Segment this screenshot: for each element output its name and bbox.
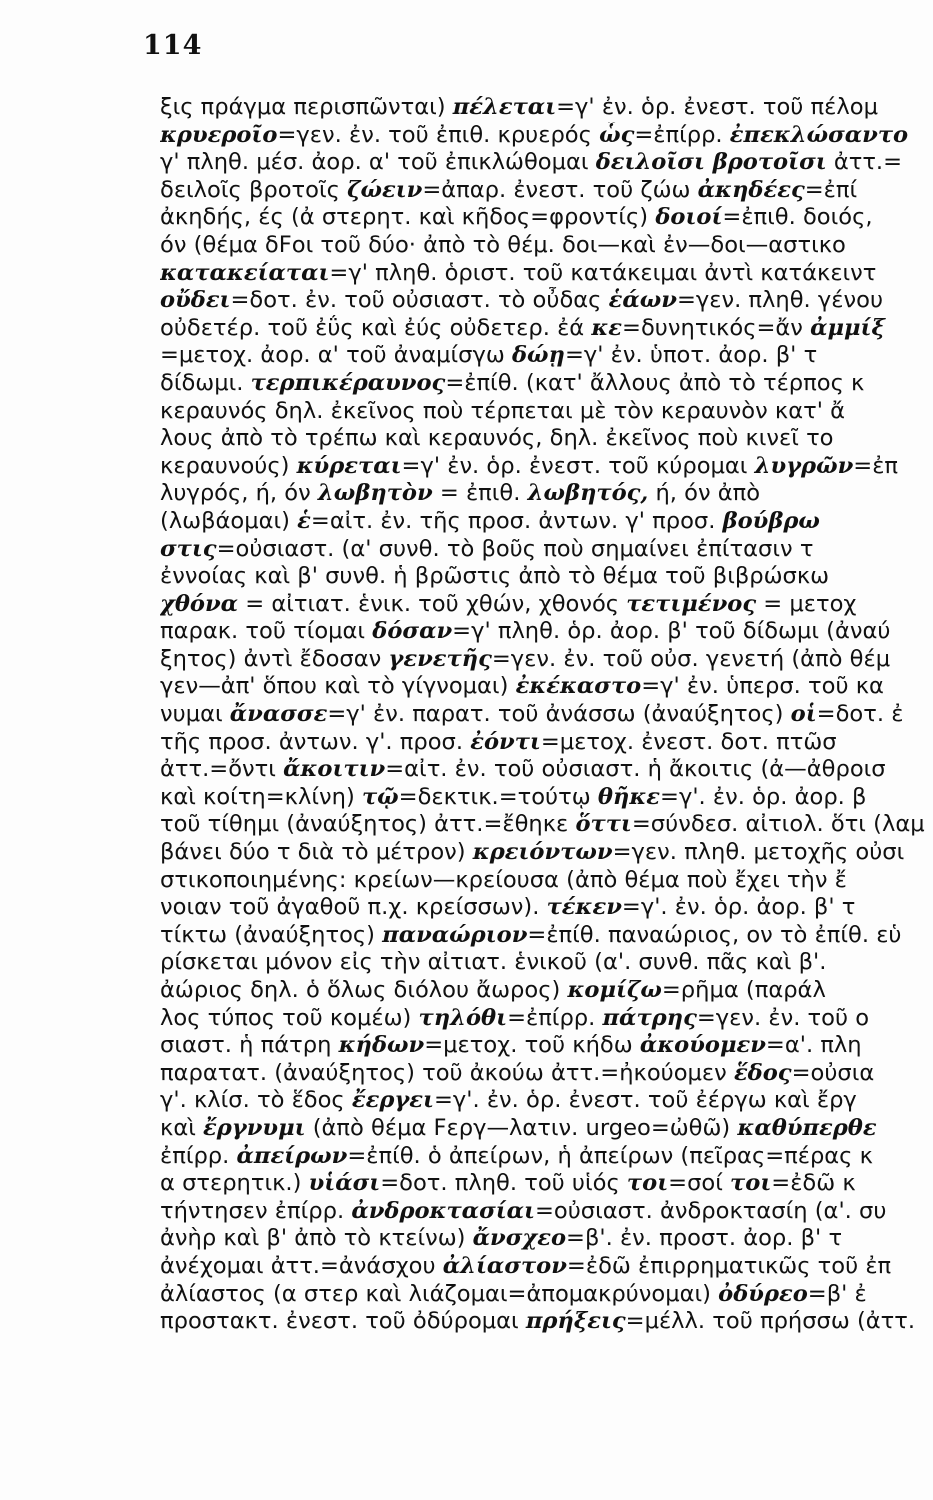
gloss-text: =μετοχ. ἀορ. α' τοῦ ἀναμίσγω xyxy=(160,342,512,369)
text-line xyxy=(160,398,933,426)
headword: λυγρῶν xyxy=(754,452,854,479)
text-line xyxy=(160,177,933,205)
text-line xyxy=(160,480,933,508)
text-line xyxy=(160,1005,933,1033)
text-line xyxy=(160,1198,933,1226)
headword: τοι xyxy=(730,1170,772,1197)
gloss-text: =οὐσιαστ. (α' συνθ. τὸ βοῦς ποὺ σημαίνει ἐπίτασιν τ xyxy=(216,535,814,562)
text-line xyxy=(160,646,933,674)
text-line xyxy=(160,673,933,701)
gloss-text: καὶ κοίτη=κλίνη) xyxy=(160,783,362,810)
gloss-text: =ἐδῶ ἐπιρρηματικῶς τοῦ ἐπ xyxy=(566,1252,892,1279)
gloss-text: =α'. πλη xyxy=(765,1032,862,1059)
gloss-text: α στερητικ.) xyxy=(160,1170,309,1197)
text-line xyxy=(160,287,933,315)
gloss-text: παρακ. τοῦ τίομαι xyxy=(160,618,373,645)
gloss-text: =γεν. ἐν. τοῦ ἐπιθ. κρυερός xyxy=(277,121,600,148)
gloss-text: =αἰτ. ἐν. τοῦ οὐσιαστ. ἡ ἄκοιτις (ἀ—ἀθροισ xyxy=(385,756,886,783)
text-line xyxy=(160,839,933,867)
gloss-text: =γεν. ἐν. τοῦ ο xyxy=(696,1004,870,1031)
headword: πέλεται xyxy=(452,94,557,120)
text-line xyxy=(160,425,933,453)
gloss-text: λυγρός, ή, όν xyxy=(160,480,318,507)
headword: κρυεροῖο xyxy=(160,121,278,148)
gloss-text: =γ'. ἐν. ὁρ. ἐνεστ. τοῦ ἐέργω καὶ ἔργ xyxy=(433,1087,857,1114)
gloss-text: ἀνὴρ καὶ β' ἀπὸ τὸ κτείνω) xyxy=(160,1225,473,1252)
text-line xyxy=(160,977,933,1005)
gloss-text: τίκτω (ἀναύξητος) xyxy=(160,921,383,948)
gloss-text: =β' ἐ xyxy=(807,1280,867,1307)
headword: θῆκε xyxy=(597,783,661,810)
page-number: 114 xyxy=(143,30,203,61)
gloss-text: =δυνητικός=ἄν xyxy=(622,314,811,341)
headword: κρειόντων xyxy=(472,839,613,866)
headword: ἐπεκλώσαντο xyxy=(729,121,909,148)
gloss-text: =σύνδεσ. αἰτιολ. ὅτι (λαμ xyxy=(631,811,925,838)
headword: τέκεν xyxy=(546,894,622,921)
text-line xyxy=(160,370,933,398)
headword: πρήξεις xyxy=(525,1308,626,1335)
headword: πάτρης xyxy=(602,1004,697,1031)
gloss-text: =μετοχ. τοῦ κήδω xyxy=(424,1032,640,1059)
gloss-text: ἐπίρρ. xyxy=(160,1142,237,1169)
headword: ἐόντι xyxy=(470,728,541,755)
gloss-text: (λωβάομαι) xyxy=(160,507,298,534)
text-line xyxy=(160,563,933,591)
text-line xyxy=(160,729,933,757)
text-line xyxy=(160,1143,933,1171)
gloss-text: = ἐπιθ. xyxy=(432,480,528,507)
text-line xyxy=(160,591,933,619)
headword: ἕδος xyxy=(733,1059,792,1086)
gloss-text: =γ' πληθ. ὁριστ. τοῦ κατάκειμαι ἀντὶ κατάκειντ xyxy=(329,259,877,286)
gloss-text: =γ' ἐν. ὑποτ. ἀορ. β' τ xyxy=(564,342,818,369)
headword: οὔδει xyxy=(160,287,231,314)
gloss-text: =ἐπίθ. παναώριος, ον τὸ ἐπίθ. εὑ xyxy=(527,921,902,948)
gloss-text: ξητος) ἀντὶ ἔδοσαν xyxy=(160,645,389,672)
gloss-text: (ἀπὸ θέμα Fεργ—λατιν. urgeo=ὠθῶ) xyxy=(305,1114,738,1141)
gloss-text: =γ' ἐν. ὁρ. ἐνεστ. τοῦ πέλομ xyxy=(556,94,878,120)
gloss-text: = μετοχ xyxy=(756,590,857,617)
gloss-text: =δοτ. ἐν. τοῦ οὐσιαστ. τὸ οὖδας xyxy=(230,287,609,314)
gloss-text: =γ' ἐν. ὁρ. ἐνεστ. τοῦ κύρομαι xyxy=(401,452,755,479)
text-line xyxy=(160,1281,933,1309)
gloss-text: προστακτ. ἐνεστ. τοῦ ὀδύρομαι xyxy=(160,1308,526,1335)
headword: ὀδύρεο xyxy=(718,1280,808,1307)
headword: ἀνδροκτασίαι xyxy=(351,1197,535,1224)
gloss-text: =γ' πληθ. ὁρ. ἀορ. β' τοῦ δίδωμι (ἀναύ xyxy=(452,618,891,645)
text-line xyxy=(160,342,933,370)
headword: ἄνασσε xyxy=(229,701,328,728)
gloss-text: =σοί xyxy=(668,1170,731,1197)
headword: παναώριον xyxy=(382,921,528,948)
headword: ἀκηδέες xyxy=(697,176,805,203)
headword: γενετῆς xyxy=(388,645,492,672)
headword: δοιοί xyxy=(655,204,723,231)
gloss-text: =αἰτ. ἐν. τῆς προσ. ἀντων. γ' προσ. xyxy=(310,507,723,534)
headword: ἀμμίξ xyxy=(810,314,885,341)
gloss-text: καὶ xyxy=(160,1114,204,1141)
gloss-text: γ' πληθ. μέσ. ἀορ. α' τοῦ ἐπικλώθομαι xyxy=(160,149,596,176)
text-line xyxy=(160,894,933,922)
gloss-text: =γεν. ἐν. τοῦ οὐσ. γενετή (ἀπὸ θέμ xyxy=(491,645,891,672)
text-line xyxy=(160,1308,933,1336)
gloss-text: τήντησεν ἐπίρρ. xyxy=(160,1197,352,1224)
gloss-text: ἀλίαστος (α στερ καὶ λιάζομαι=ἀπομακρύνομαι) xyxy=(160,1280,719,1307)
text-line xyxy=(160,811,933,839)
gloss-text: στικοποιημένης: κρείων—κρείουσα (ἀπὸ θέμα ποὺ ἔχει τὴν ἔ xyxy=(160,866,847,893)
gloss-text: κεραυνός δηλ. ἐκεῖνος ποὺ τέρπεται μὲ τὸν κεραυνὸν κατ' ἄ xyxy=(160,397,846,424)
headword: τερπικέραυνος xyxy=(250,369,446,396)
headword: κομίζω xyxy=(567,977,662,1003)
gloss-text: =μέλλ. τοῦ πρήσσω (ἀττ. xyxy=(625,1308,916,1335)
gloss-text: = αἰτιατ. ἑνικ. τοῦ χθών, χθονός xyxy=(238,590,627,617)
text-line xyxy=(160,618,933,646)
headword: λωβητός, xyxy=(527,480,649,507)
text-line xyxy=(160,949,933,977)
headword: ἐκέκαστο xyxy=(515,673,642,700)
text-line xyxy=(160,149,933,177)
headword: ὅττι xyxy=(575,811,632,838)
headword: ὧς xyxy=(599,121,635,148)
gloss-text: =οὐσιαστ. ἀνδροκτασίη (α'. συ xyxy=(534,1197,887,1224)
headword: ἀπείρων xyxy=(236,1142,348,1169)
text-line xyxy=(160,204,933,232)
headword: λωβητὸν xyxy=(317,480,433,507)
gloss-text: =γ' ἐν. ὑπερσ. τοῦ κα xyxy=(641,673,884,700)
headword: ἔργνυμι xyxy=(203,1114,306,1141)
glossary-text-block xyxy=(160,94,933,1336)
gloss-text: παρατατ. (ἀναύξητος) τοῦ ἀκούω ἀττ.=ἠκούομεν xyxy=(160,1059,734,1086)
headword: βούβρω xyxy=(722,507,820,534)
gloss-text: ἐννοίας καὶ β' συνθ. ἡ βρῶστις ἀπὸ τὸ θέμα τοῦ βιβρώσκω xyxy=(160,563,830,590)
gloss-text: =γ'. ἐν. ὁρ. ἀορ. β' τ xyxy=(621,894,856,921)
headword: ἑ xyxy=(297,507,311,534)
gloss-text: οὐδετέρ. τοῦ ἐΰς καὶ ἐύς οὐδετερ. ἐά xyxy=(160,314,592,341)
text-line xyxy=(160,453,933,481)
gloss-text: τοῦ τίθημι (ἀναύξητος) ἀττ.=ἔθηκε xyxy=(160,811,576,838)
text-line xyxy=(160,232,933,260)
headword: ἀκούομεν xyxy=(639,1032,766,1059)
gloss-text: =ἐπίρρ. xyxy=(507,1004,603,1031)
text-line xyxy=(160,867,933,895)
gloss-text: =δεκτικ.=τούτῳ xyxy=(398,783,598,810)
gloss-text: =ἐδῶ κ xyxy=(771,1170,856,1197)
gloss-text: =ἐπίθ. (κατ' ἄλλους ἀπὸ τὸ τέρπος κ xyxy=(445,369,865,396)
gloss-text: =β'. ἐν. προστ. ἀορ. β' τ xyxy=(566,1225,843,1252)
headword: ἄκοιτιν xyxy=(283,756,386,783)
headword: ἄνσχεο xyxy=(472,1225,567,1252)
gloss-text: νυμαι xyxy=(160,701,230,728)
text-line xyxy=(160,1087,933,1115)
text-line xyxy=(160,1032,933,1060)
text-line xyxy=(160,701,933,729)
headword: τετιμένος xyxy=(626,590,757,617)
gloss-text: γεν—ἀπ' ὅπου καὶ τὸ γίγνομαι) xyxy=(160,673,516,700)
gloss-text: κεραυνούς) xyxy=(160,452,297,479)
text-line xyxy=(160,315,933,343)
gloss-text: =γεν. πληθ. μετοχῆς οὐσι xyxy=(612,839,905,866)
gloss-text: δειλοῖς βροτοῖς xyxy=(160,176,348,203)
gloss-text: =μετοχ. ἐνεστ. δοτ. πτῶσ xyxy=(540,728,837,755)
gloss-text: ξις πράγμα περισπῶνται) xyxy=(160,94,453,120)
gloss-text: ἀώριος δηλ. ὁ ὅλως διόλου ἄωρος) xyxy=(160,977,568,1003)
text-line xyxy=(160,1225,933,1253)
gloss-text: =ἐπιθ. δοιός, xyxy=(722,204,873,231)
text-line xyxy=(160,1170,933,1198)
headword: υἱάσι xyxy=(308,1170,381,1197)
text-line xyxy=(160,922,933,950)
text-line xyxy=(160,1060,933,1088)
gloss-text: όν (θέμα δFοι τοῦ δύο· ἀπὸ τὸ θέμ. δοι—καὶ ἐν—δοι—αστικο xyxy=(160,231,846,258)
gloss-text: ἀττ.=ὄντι xyxy=(160,756,284,783)
text-line xyxy=(160,260,933,288)
gloss-text: =γεν. πληθ. γένου xyxy=(676,287,884,314)
gloss-text: ή, όν ἀπὸ xyxy=(648,480,761,507)
text-line xyxy=(160,1115,933,1143)
gloss-text: ἀνέχομαι ἀττ.=ἀνάσχου xyxy=(160,1252,443,1279)
gloss-text: =ἐπίρρ. xyxy=(634,121,730,148)
text-line xyxy=(160,784,933,812)
headword: χθόνα xyxy=(160,590,239,617)
text-line xyxy=(160,508,933,536)
headword: ἑάων xyxy=(608,287,677,314)
gloss-text: =ἐπί xyxy=(804,176,858,203)
gloss-text: βάνει δύο τ διὰ τὸ μέτρον) xyxy=(160,839,473,866)
gloss-text: =οὐσια xyxy=(791,1059,875,1086)
gloss-text: =γ'. ἐν. ὁρ. ἀορ. β xyxy=(660,783,867,810)
gloss-text: =ρῆμα (παράλ xyxy=(661,977,826,1003)
text-line xyxy=(160,536,933,564)
gloss-text: νοιαν τοῦ ἀγαθοῦ π.χ. κρείσσων). xyxy=(160,894,547,921)
headword: κε xyxy=(591,314,623,341)
headword: κήδων xyxy=(338,1032,425,1059)
headword: τῷ xyxy=(361,783,399,810)
gloss-text: ἀκηδής, ές (ἀ στερητ. καὶ κῆδος=φροντίς) xyxy=(160,204,656,231)
text-line xyxy=(160,122,933,150)
gloss-text: γ'. κλίσ. τὸ ἕδος xyxy=(160,1087,352,1114)
text-line xyxy=(160,94,933,122)
gloss-text: λους ἀπὸ τὸ τρέπω καὶ κεραυνός, δηλ. ἐκεῖνος ποὺ κινεῖ το xyxy=(160,425,834,452)
headword: καθύπερθε xyxy=(737,1114,877,1141)
gloss-text: λος τύπος τοῦ κομέω) xyxy=(160,1004,419,1031)
headword: στις xyxy=(160,535,217,562)
gloss-text: =δοτ. πληθ. τοῦ υἱός xyxy=(380,1170,627,1197)
headword: κύρεται xyxy=(296,452,402,479)
text-line xyxy=(160,1253,933,1281)
gloss-text: τῆς προσ. ἀντων. γ'. προσ. xyxy=(160,728,471,755)
headword: δώῃ xyxy=(511,342,565,369)
headword: δειλοῖσι βροτοῖσι xyxy=(595,149,827,176)
headword: ζώειν xyxy=(347,176,423,203)
headword: κατακείαται xyxy=(160,259,330,286)
gloss-text: ρίσκεται μόνον εἰς τὴν αἰτιατ. ἑνικοῦ (α'. συνθ. πᾶς καὶ β'. xyxy=(160,949,827,976)
gloss-text: σιαστ. ἡ πάτρη xyxy=(160,1032,339,1059)
headword: δόσαν xyxy=(372,618,453,645)
headword: ἀλίαστον xyxy=(442,1252,567,1279)
gloss-text: =ἀπαρ. ἐνεστ. τοῦ ζώω xyxy=(422,176,698,203)
gloss-text: =γ' ἐν. παρατ. τοῦ ἀνάσσω (ἀναύξητος) xyxy=(327,701,791,728)
gloss-text: ἀττ.= xyxy=(826,149,903,176)
gloss-text: =ἐπίθ. ὁ ἀπείρων, ἡ ἀπείρων (πεῖρας=πέρας κ xyxy=(347,1142,873,1169)
gloss-text: =ἐπ xyxy=(853,452,899,479)
headword: τοι xyxy=(626,1170,669,1197)
headword: ἔεργει xyxy=(351,1087,434,1114)
headword: οἱ xyxy=(790,701,817,728)
gloss-text: =δοτ. ἐ xyxy=(816,701,904,728)
headword: τηλόθι xyxy=(418,1004,508,1031)
text-line xyxy=(160,756,933,784)
gloss-text: δίδωμι. xyxy=(160,369,251,396)
